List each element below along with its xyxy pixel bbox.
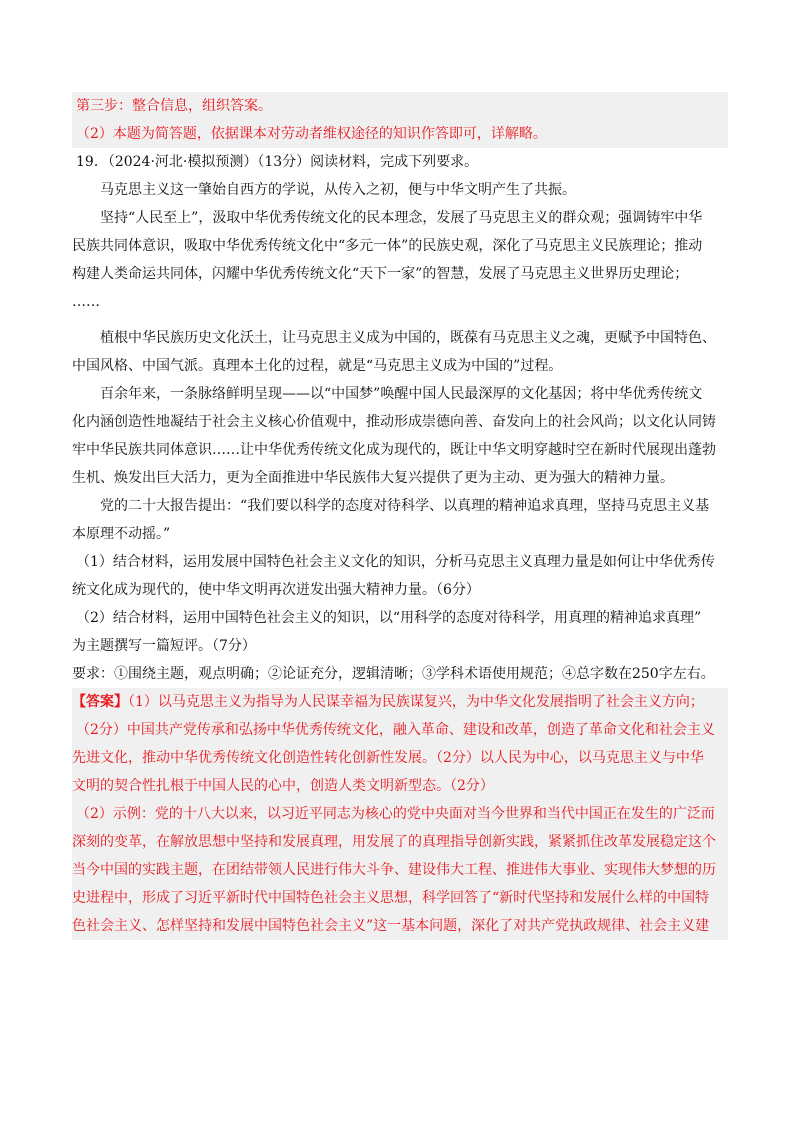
text-line: 百余年来，一条脉络鲜明呈现——以“中国梦”唤醒中国人民最深厚的文化基因；将中华优秀传统文	[100, 386, 703, 402]
text-line: 当今中国的实践主题，在团结带领人民进行伟大斗争、建设伟大工程、推进伟大事业、实现伟大梦想的历	[72, 862, 716, 878]
text-line: ……	[72, 294, 100, 310]
text-line: （2）结合材料，运用中国特色社会主义的知识，以“用科学的态度对待科学，用真理的精神追求真理”	[76, 610, 702, 626]
essay-requirements: 要求：①围绕主题，观点明确；②论证充分，逻辑清晰；③学科术语使用规范；④总字数在250字左右。	[72, 666, 715, 682]
question-header: 19．（2024·河北·模拟预测）（13分）阅读材料，完成下列要求。	[76, 154, 479, 170]
analysis-step3: 第三步：整合信息，组织答案。	[76, 98, 272, 114]
text-line: 牢中华民族共同体意识……让中华优秀传统文化成为现代的，既让中华文明穿越时空在新时代展现出蓬勃	[72, 442, 716, 458]
material-paragraph-5	[72, 492, 728, 548]
material-paragraph-4	[72, 380, 728, 492]
text-line: 为主题撰写一篇短评。（7分）	[72, 638, 256, 654]
text-line: 植根中华民族历史文化沃土，让马克思主义成为中国的，既葆有马克思主义之魂，更赋予中国特色、	[100, 330, 716, 346]
text-line: 色社会主义、怎样坚持和发展中国特色社会主义”这一基本问题，深化了对共产党执政规律、社会主义建	[72, 918, 710, 934]
paragraph-gap	[72, 316, 728, 324]
text-line: 坚持“人民至上”，汲取中华优秀传统文化的民本理念，发展了马克思主义的群众观；强调铸牢中华	[100, 210, 703, 226]
text-line: 中国风格、中国气派。真理本土化的过程，就是“马克思主义成为中国的”过程。	[72, 358, 563, 374]
text-line: 统文化成为现代的，使中华文明再次迸发出强大精神力量。（6分）	[72, 582, 480, 598]
material-paragraph-1: 马克思主义这一肇始自西方的学说，从传入之初，便与中华文明产生了共振。	[100, 182, 576, 198]
text-line: 文明的契合性扎根于中国人民的心中，创造人类文明新型态。（2分）	[72, 778, 494, 794]
text-line: 先进文化，推动中华优秀传统文化创造性转化创新性发展。（2分）以人民为中心，以马克思主义与中华	[72, 750, 704, 766]
question-block	[72, 148, 728, 688]
text-line: （2）示例：党的十八大以来，以习近平同志为核心的党中央面对当今世界和当代中国正在发生的广泛而	[76, 806, 715, 822]
text-line: 构建人类命运共同体，闪耀中华优秀传统文化“天下一家”的智慧，发展了马克思主义世界历史理论；	[72, 266, 689, 282]
answer-block	[72, 688, 728, 940]
document-page	[72, 92, 728, 940]
text-line: 民族共同体意识，吸取中华优秀传统文化中“多元一体”的民族史观，深化了马克思主义民族理论；推动	[72, 238, 703, 254]
text-line: 本原理不动摇。”	[72, 526, 171, 542]
text-line: 化内涵创造性地凝结于社会主义核心价值观中，推动形成崇德向善、奋发向上的社会风尚；以文化认同铸	[72, 414, 716, 430]
analysis-part2-note: （2）本题为简答题，依据课本对劳动者维权途径的知识作答即可，详解略。	[76, 126, 547, 142]
material-paragraph-3	[72, 324, 728, 380]
text-line: 党的二十大报告提出：“我们要以科学的态度对待科学、以真理的精神追求真理，坚持马克思主义基	[100, 498, 710, 514]
answer-first-line	[72, 688, 728, 716]
text-line: 生机、焕发出巨大活力，更为全面推进中华民族伟大复兴提供了更为主动、更为强大的精神力量。	[72, 470, 674, 486]
text-line: 深刻的变革，在解放思想中坚持和发展真理，用发展了的真理指导创新实践，紧紧抓住改革发展稳定这个	[72, 834, 716, 850]
question-part-2	[72, 604, 728, 660]
answer-1-text: （1）以马克思主义为指导为人民谋幸福为民族谋复兴，为中华文化发展指明了社会主义方向；	[128, 694, 704, 710]
material-paragraph-2	[72, 204, 728, 316]
text-line: （1）结合材料，运用发展中国特色社会主义文化的知识，分析马克思主义真理力量是如何让中华优秀传	[76, 554, 715, 570]
text-line: 史进程中，形成了习近平新时代中国特色社会主义思想，科学回答了“新时代坚持和发展什么样的中国特	[72, 890, 710, 906]
text-line: （2分）中国共产党传承和弘扬中华优秀传统文化，融入革命、建设和改革，创造了革命文化和社会主义	[76, 722, 715, 738]
analysis-block	[72, 92, 728, 148]
answer-label: 【答案】	[72, 694, 128, 710]
question-part-1	[72, 548, 728, 604]
